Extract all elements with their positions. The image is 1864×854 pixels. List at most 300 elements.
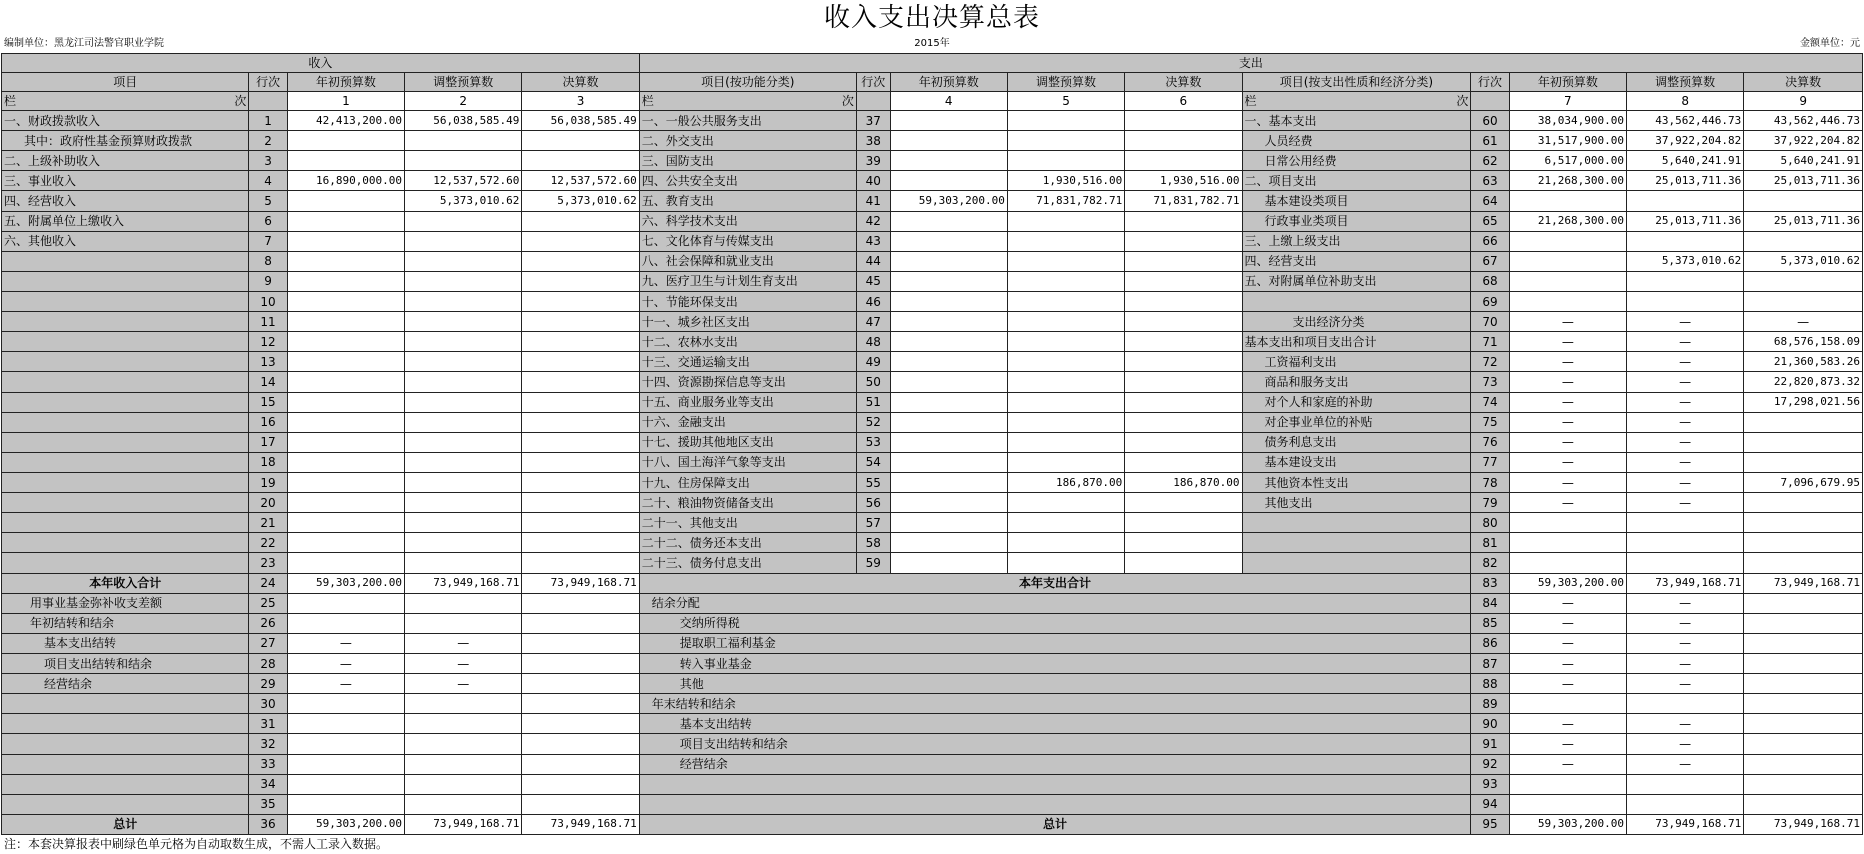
- summary-adjusted-value: —: [1626, 613, 1743, 633]
- economic-initial-value: —: [1509, 352, 1626, 372]
- functional-line-number: 39: [856, 151, 890, 171]
- column-number: 8: [1626, 92, 1743, 111]
- income-final-value: [522, 593, 639, 613]
- functional-final-value: [1125, 291, 1242, 311]
- income-line-number: 3: [249, 151, 287, 171]
- income-adjusted-value: [405, 593, 522, 613]
- table-row: [2, 372, 1863, 392]
- summary-initial-value: —: [1509, 593, 1626, 613]
- income-initial-value: [287, 513, 404, 533]
- functional-final-value: [1125, 111, 1242, 131]
- functional-final-value: [1125, 372, 1242, 392]
- functional-final-value: [1125, 151, 1242, 171]
- economic-line-number: 94: [1471, 794, 1509, 814]
- income-adjusted-value: [405, 271, 522, 291]
- functional-line-number: 47: [856, 312, 890, 332]
- income-line-number: 36: [249, 814, 287, 834]
- economic-expense-label: [1242, 513, 1471, 533]
- income-final-value: [522, 734, 639, 754]
- income-adjusted-value: 5,373,010.62: [405, 191, 522, 211]
- income-initial-value: [287, 312, 404, 332]
- income-item-label: 用事业基金弥补收支差额: [2, 593, 249, 613]
- expense-section-header: 支出: [639, 54, 1862, 73]
- income-final-value: [522, 352, 639, 372]
- economic-adjusted-value: [1626, 533, 1743, 553]
- economic-line-number: 79: [1471, 493, 1509, 513]
- economic-line-number: 69: [1471, 291, 1509, 311]
- economic-expense-label: 工资福利支出: [1242, 352, 1471, 372]
- economic-initial-value: —: [1509, 312, 1626, 332]
- table-row: [2, 674, 1863, 694]
- expense-summary-label: 本年支出合计: [639, 573, 1471, 593]
- functional-expense-label: 十二、农林水支出: [639, 332, 856, 352]
- functional-line-number: 37: [856, 111, 890, 131]
- economic-expense-label: 商品和服务支出: [1242, 372, 1471, 392]
- economic-final-value: [1744, 291, 1863, 311]
- income-line-number: 4: [249, 171, 287, 191]
- income-line-number: 20: [249, 493, 287, 513]
- expense-summary-label: 年末结转和结余: [639, 694, 1471, 714]
- summary-adjusted-value: —: [1626, 714, 1743, 734]
- column-number: 3: [522, 92, 639, 111]
- summary-initial-value: [1509, 794, 1626, 814]
- economic-expense-label: 基本支出和项目支出合计: [1242, 332, 1471, 352]
- economic-expense-label: [1242, 553, 1471, 573]
- functional-expense-label: 三、国防支出: [639, 151, 856, 171]
- table-row: [2, 472, 1863, 492]
- functional-final-value: [1125, 493, 1242, 513]
- functional-line-number: 55: [856, 472, 890, 492]
- functional-final-value: [1125, 231, 1242, 251]
- summary-adjusted-value: —: [1626, 633, 1743, 653]
- economic-expense-label: 行政事业类项目: [1242, 211, 1471, 231]
- economic-expense-label: 二、项目支出: [1242, 171, 1471, 191]
- income-final-value: [522, 613, 639, 633]
- functional-initial-value: [890, 291, 1007, 311]
- income-adjusted-value: [405, 533, 522, 553]
- economic-adjusted-value: —: [1626, 472, 1743, 492]
- income-final-value: [522, 312, 639, 332]
- summary-final-value: [1744, 754, 1863, 774]
- functional-initial-value: [890, 352, 1007, 372]
- functional-final-value: [1125, 271, 1242, 291]
- income-item-label: 本年收入合计: [2, 573, 249, 593]
- economic-initial-value: [1509, 271, 1626, 291]
- economic-line-number: 64: [1471, 191, 1509, 211]
- income-final-value: [522, 392, 639, 412]
- functional-final-value: [1125, 513, 1242, 533]
- functional-adjusted-value: [1007, 231, 1124, 251]
- income-item-label: [2, 432, 249, 452]
- economic-line-number: 82: [1471, 553, 1509, 573]
- economic-final-value: [1744, 493, 1863, 513]
- table-row: [2, 432, 1863, 452]
- economic-initial-value: —: [1509, 332, 1626, 352]
- functional-line-number: 54: [856, 452, 890, 472]
- functional-final-value: [1125, 251, 1242, 271]
- functional-initial-value: [890, 231, 1007, 251]
- economic-final-value: 37,922,204.82: [1744, 131, 1863, 151]
- summary-final-value: [1744, 774, 1863, 794]
- economic-line-number: 63: [1471, 171, 1509, 191]
- income-adjusted-value: [405, 412, 522, 432]
- income-line-number: 9: [249, 271, 287, 291]
- economic-expense-label: 其他资本性支出: [1242, 472, 1471, 492]
- functional-final-value: 186,870.00: [1125, 472, 1242, 492]
- income-item-label: [2, 352, 249, 372]
- functional-expense-label: 六、科学技术支出: [639, 211, 856, 231]
- table-row: [2, 352, 1863, 372]
- table-row: [2, 111, 1863, 131]
- economic-final-value: 22,820,873.32: [1744, 372, 1863, 392]
- income-adjusted-value: [405, 553, 522, 573]
- income-line-number: 33: [249, 754, 287, 774]
- income-final-value: [522, 533, 639, 553]
- income-adjusted-value: 12,537,572.60: [405, 171, 522, 191]
- functional-expense-label: 十六、金融支出: [639, 412, 856, 432]
- functional-initial-value: [890, 412, 1007, 432]
- income-item-label: [2, 472, 249, 492]
- functional-final-value: [1125, 553, 1242, 573]
- functional-final-value: [1125, 312, 1242, 332]
- income-initial-value: [287, 372, 404, 392]
- functional-adjusted-value: [1007, 452, 1124, 472]
- economic-adjusted-value: [1626, 553, 1743, 573]
- income-initial-value: 42,413,200.00: [287, 111, 404, 131]
- economic-adjusted-value: —: [1626, 352, 1743, 372]
- section-header-row: [2, 54, 1863, 73]
- functional-initial-value: [890, 312, 1007, 332]
- functional-expense-label: 十四、资源勘探信息等支出: [639, 372, 856, 392]
- column-number: 6: [1125, 92, 1242, 111]
- economic-initial-value: —: [1509, 432, 1626, 452]
- economic-line-number: 84: [1471, 593, 1509, 613]
- income-line-number: 2: [249, 131, 287, 151]
- economic-adjusted-value: 37,922,204.82: [1626, 131, 1743, 151]
- income-item-label: 总计: [2, 814, 249, 834]
- column-number: 1: [287, 92, 404, 111]
- income-item-label: 其中：政府性基金预算财政拨款: [2, 131, 249, 151]
- income-line-number: 31: [249, 714, 287, 734]
- income-line-number: 27: [249, 633, 287, 653]
- table-row: [2, 271, 1863, 291]
- functional-line-number: 42: [856, 211, 890, 231]
- column-number: 9: [1744, 92, 1863, 111]
- income-final-value: [522, 372, 639, 392]
- functional-expense-label: 七、文化体育与传媒支出: [639, 231, 856, 251]
- summary-initial-value: —: [1509, 734, 1626, 754]
- economic-final-value: [1744, 553, 1863, 573]
- functional-expense-label: 五、教育支出: [639, 191, 856, 211]
- income-initial-value: [287, 271, 404, 291]
- expense-summary-label: 总计: [639, 814, 1471, 834]
- income-item-label: [2, 312, 249, 332]
- income-adjusted-value: [405, 472, 522, 492]
- economic-adjusted-value: —: [1626, 312, 1743, 332]
- economic-initial-value: —: [1509, 493, 1626, 513]
- income-line-number: 14: [249, 372, 287, 392]
- summary-final-value: [1744, 794, 1863, 814]
- expense-summary-label: 项目支出结转和结余: [639, 734, 1471, 754]
- functional-adjusted-value: [1007, 211, 1124, 231]
- summary-initial-value: —: [1509, 714, 1626, 734]
- income-initial-value: [287, 472, 404, 492]
- economic-line-number: 76: [1471, 432, 1509, 452]
- income-initial-value: [287, 794, 404, 814]
- summary-adjusted-value: 73,949,168.71: [1626, 573, 1743, 593]
- economic-final-value: [1744, 271, 1863, 291]
- economic-expense-label: 人员经费: [1242, 131, 1471, 151]
- income-final-value: 73,949,168.71: [522, 814, 639, 834]
- income-adjusted-value: [405, 131, 522, 151]
- income-item-label: [2, 332, 249, 352]
- income-item-label: 五、附属单位上缴收入: [2, 211, 249, 231]
- table-row: [2, 312, 1863, 332]
- economic-line-number: 85: [1471, 613, 1509, 633]
- summary-initial-value: —: [1509, 754, 1626, 774]
- economic-expense-label: 一、基本支出: [1242, 111, 1471, 131]
- economic-adjusted-value: [1626, 513, 1743, 533]
- income-adjusted-value: [405, 372, 522, 392]
- functional-initial-value: [890, 171, 1007, 191]
- economic-line-number: 66: [1471, 231, 1509, 251]
- income-adjusted-value: [405, 392, 522, 412]
- economic-adjusted-value: —: [1626, 432, 1743, 452]
- income-item-label: 三、事业收入: [2, 171, 249, 191]
- functional-line-number: 59: [856, 553, 890, 573]
- economic-final-value: 5,373,010.62: [1744, 251, 1863, 271]
- functional-adjusted-value: [1007, 291, 1124, 311]
- functional-line-number: 43: [856, 231, 890, 251]
- summary-final-value: 73,949,168.71: [1744, 573, 1863, 593]
- functional-expense-label: 二、外交支出: [639, 131, 856, 151]
- economic-line-number: 81: [1471, 533, 1509, 553]
- functional-expense-label: 十九、住房保障支出: [639, 472, 856, 492]
- functional-final-value: [1125, 352, 1242, 372]
- income-initial-value: [287, 533, 404, 553]
- income-line-number: 11: [249, 312, 287, 332]
- economic-final-value: [1744, 452, 1863, 472]
- functional-adjusted-value: [1007, 111, 1124, 131]
- income-final-value: [522, 211, 639, 231]
- expense-summary-label: 提取职工福利基金: [639, 633, 1471, 653]
- income-line-number: 1: [249, 111, 287, 131]
- economic-initial-value: 31,517,900.00: [1509, 131, 1626, 151]
- blank-cell: [249, 92, 287, 111]
- functional-adjusted-value: [1007, 553, 1124, 573]
- income-item-label: [2, 271, 249, 291]
- income-initial-value: 59,303,200.00: [287, 573, 404, 593]
- functional-expense-label: 二十、粮油物资储备支出: [639, 493, 856, 513]
- table-row: [2, 452, 1863, 472]
- income-item-label: [2, 734, 249, 754]
- economic-line-number: 71: [1471, 332, 1509, 352]
- table-row: [2, 633, 1863, 653]
- income-initial-value: [287, 452, 404, 472]
- functional-line-number: 58: [856, 533, 890, 553]
- income-initial-value: —: [287, 653, 404, 673]
- economic-line-number: 78: [1471, 472, 1509, 492]
- functional-initial-value: [890, 372, 1007, 392]
- table-row: [2, 291, 1863, 311]
- adjusted-budget-header: 调整预算数: [1007, 73, 1124, 92]
- functional-line-number: 50: [856, 372, 890, 392]
- economic-expense-label: 支出经济分类: [1242, 312, 1471, 332]
- income-final-value: [522, 432, 639, 452]
- final-account-header: 决算数: [522, 73, 639, 92]
- functional-expense-label: 二十三、债务付息支出: [639, 553, 856, 573]
- column-number-row: [2, 92, 1863, 111]
- economic-final-value: —: [1744, 312, 1863, 332]
- income-initial-value: [287, 754, 404, 774]
- income-initial-value: [287, 593, 404, 613]
- expense-summary-label: 交纳所得税: [639, 613, 1471, 633]
- ci-label: 次: [1456, 94, 1469, 108]
- income-final-value: [522, 493, 639, 513]
- income-item-label: [2, 714, 249, 734]
- initial-budget-header: 年初预算数: [287, 73, 404, 92]
- economic-line-number: 65: [1471, 211, 1509, 231]
- economic-initial-value: 21,268,300.00: [1509, 171, 1626, 191]
- lan-label: 栏: [641, 94, 654, 108]
- economic-line-number: 72: [1471, 352, 1509, 372]
- economic-initial-value: —: [1509, 392, 1626, 412]
- economic-line-number: 60: [1471, 111, 1509, 131]
- ci-label: 次: [841, 94, 854, 108]
- functional-line-number: 44: [856, 251, 890, 271]
- income-item-label: [2, 774, 249, 794]
- economic-adjusted-value: [1626, 191, 1743, 211]
- income-initial-value: [287, 774, 404, 794]
- income-item-label: [2, 372, 249, 392]
- income-adjusted-value: [405, 774, 522, 794]
- economic-adjusted-value: [1626, 271, 1743, 291]
- table-row: [2, 653, 1863, 673]
- income-initial-value: [287, 553, 404, 573]
- income-item-label: 四、经营收入: [2, 191, 249, 211]
- economic-final-value: 25,013,711.36: [1744, 171, 1863, 191]
- summary-adjusted-value: [1626, 794, 1743, 814]
- functional-final-value: [1125, 452, 1242, 472]
- income-line-number: 10: [249, 291, 287, 311]
- income-line-number: 26: [249, 613, 287, 633]
- economic-adjusted-value: [1626, 231, 1743, 251]
- income-adjusted-value: [405, 734, 522, 754]
- functional-final-value: [1125, 412, 1242, 432]
- income-adjusted-value: —: [405, 633, 522, 653]
- page-title: 收入支出决算总表: [823, 3, 1040, 33]
- income-initial-value: [287, 191, 404, 211]
- income-line-number: 7: [249, 231, 287, 251]
- summary-initial-value: —: [1509, 613, 1626, 633]
- economic-final-value: [1744, 533, 1863, 553]
- summary-initial-value: 59,303,200.00: [1509, 814, 1626, 834]
- income-item-header: 项目: [2, 73, 249, 92]
- summary-initial-value: [1509, 694, 1626, 714]
- economic-line-number: 93: [1471, 774, 1509, 794]
- income-final-value: [522, 131, 639, 151]
- economic-expense-label: 对企事业单位的补贴: [1242, 412, 1471, 432]
- income-final-value: [522, 553, 639, 573]
- economic-final-value: 68,576,158.09: [1744, 332, 1863, 352]
- functional-initial-value: [890, 493, 1007, 513]
- expense-summary-label: [639, 794, 1471, 814]
- economic-line-number: 70: [1471, 312, 1509, 332]
- income-item-label: 经营结余: [2, 674, 249, 694]
- income-final-value: [522, 714, 639, 734]
- functional-final-value: [1125, 432, 1242, 452]
- functional-adjusted-value: [1007, 352, 1124, 372]
- economic-expense-label: 基本建设支出: [1242, 452, 1471, 472]
- income-line-number: 18: [249, 452, 287, 472]
- income-adjusted-value: [405, 513, 522, 533]
- functional-adjusted-value: [1007, 251, 1124, 271]
- income-adjusted-value: [405, 714, 522, 734]
- table-row: [2, 493, 1863, 513]
- functional-expense-label: 四、公共安全支出: [639, 171, 856, 191]
- summary-final-value: [1744, 613, 1863, 633]
- income-adjusted-value: [405, 754, 522, 774]
- final-account-header: 决算数: [1744, 73, 1863, 92]
- income-adjusted-value: 56,038,585.49: [405, 111, 522, 131]
- economic-final-value: [1744, 191, 1863, 211]
- summary-adjusted-value: —: [1626, 653, 1743, 673]
- income-adjusted-value: —: [405, 653, 522, 673]
- functional-initial-value: [890, 271, 1007, 291]
- income-initial-value: 59,303,200.00: [287, 814, 404, 834]
- income-initial-value: [287, 694, 404, 714]
- economic-line-number: 89: [1471, 694, 1509, 714]
- table-row: [2, 412, 1863, 432]
- functional-adjusted-value: 1,930,516.00: [1007, 171, 1124, 191]
- economic-final-value: [1744, 231, 1863, 251]
- functional-expense-label: 二十一、其他支出: [639, 513, 856, 533]
- economic-line-number: 61: [1471, 131, 1509, 151]
- lan-label: 栏: [1244, 94, 1257, 108]
- economic-expense-label: 三、上缴上级支出: [1242, 231, 1471, 251]
- functional-final-value: [1125, 332, 1242, 352]
- income-final-value: [522, 251, 639, 271]
- income-item-label: [2, 513, 249, 533]
- income-adjusted-value: [405, 452, 522, 472]
- summary-final-value: [1744, 734, 1863, 754]
- functional-line-number: 48: [856, 332, 890, 352]
- income-initial-value: [287, 493, 404, 513]
- income-item-label: [2, 452, 249, 472]
- income-final-value: [522, 674, 639, 694]
- column-header-row: [2, 73, 1863, 92]
- economic-adjusted-value: —: [1626, 372, 1743, 392]
- income-adjusted-value: [405, 332, 522, 352]
- economic-line-number: 80: [1471, 513, 1509, 533]
- line-header: 行次: [1471, 73, 1509, 92]
- income-adjusted-value: 73,949,168.71: [405, 573, 522, 593]
- report-year: 2015年: [914, 38, 950, 49]
- income-adjusted-value: —: [405, 674, 522, 694]
- economic-line-number: 83: [1471, 573, 1509, 593]
- compiling-unit: 编制单位：黑龙江司法警官职业学院: [4, 38, 164, 49]
- functional-line-number: 41: [856, 191, 890, 211]
- income-final-value: [522, 231, 639, 251]
- income-item-label: [2, 694, 249, 714]
- income-final-value: 73,949,168.71: [522, 573, 639, 593]
- summary-final-value: [1744, 674, 1863, 694]
- economic-line-number: 95: [1471, 814, 1509, 834]
- economic-initial-value: —: [1509, 372, 1626, 392]
- final-account-header: 决算数: [1125, 73, 1242, 92]
- economic-initial-value: —: [1509, 472, 1626, 492]
- functional-adjusted-value: [1007, 392, 1124, 412]
